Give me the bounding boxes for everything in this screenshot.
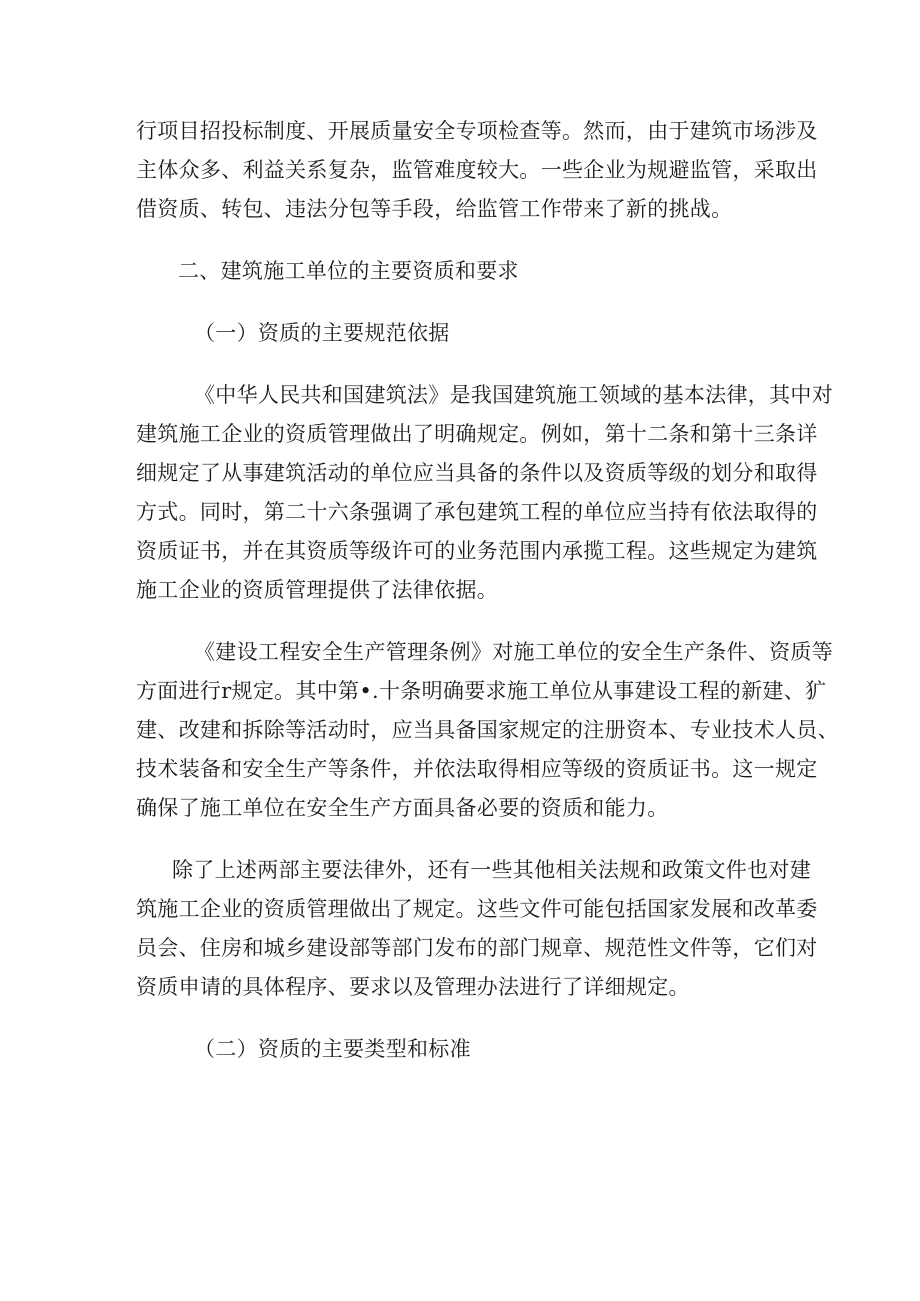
text-line: 《中华人民共和国建筑法》是我国建筑施工领域的基本法律，其中对	[194, 383, 833, 407]
text-line: 方面进行r规定。其中第•.十条明确要求施工单位从事建设工程的新建、犷	[136, 679, 827, 703]
heading-text: （二）资质的主要类型和标准	[194, 1037, 471, 1061]
paragraph-continuation	[136, 112, 818, 229]
heading-text: （一）资质的主要规范依据	[194, 321, 450, 345]
text-line: 建、改建和拆除等活动时，应当具备国家规定的注册资本、专业技术人员、	[136, 718, 839, 742]
paragraph-safety-regulation	[136, 633, 839, 828]
heading-text: 二、建筑施工单位的主要资质和要求	[178, 259, 519, 283]
paragraph-other-regulations	[136, 851, 818, 1007]
document-body	[136, 112, 839, 1069]
section-heading	[136, 252, 792, 291]
text-line: 施工企业的资质管理提供了法律依据。	[136, 578, 499, 602]
text-line: 资质证书，并在其资质等级许可的业务范围内承揽工程。这些规定为建筑	[136, 539, 818, 563]
text-line: 员会、住房和城乡建设部等部门发布的部门规章、规范性文件等，它们对	[136, 936, 818, 960]
text-line: 资质申请的具体程序、要求以及管理办法进行了详细规定。	[136, 975, 690, 999]
subsection-heading	[136, 1030, 792, 1069]
text-line: 除了上述两部主要法律外，还有一些其他相关法规和政策文件也对建	[172, 858, 811, 882]
text-line: 细规定了从事建筑活动的单位应当具备的条件以及资质等级的划分和取得	[136, 461, 818, 485]
text-line: 建筑施工企业的资质管理做出了明确规定。例如，第十二条和第十三条详	[136, 422, 818, 446]
text-line: 行项目招投标制度、开展质量安全专项检查等。然而，由于建筑市场涉及	[136, 119, 818, 143]
text-line: 方式。同时，第二十六条强调了承包建筑工程的单位应当持有依法取得的	[136, 500, 818, 524]
text-line: 技术装备和安全生产等条件，并依法取得相应等级的资质证书。这一规定	[136, 757, 818, 781]
text-line: 主体众多、利益关系复杂，监管难度较大。一些企业为规避监管，采取出	[136, 158, 818, 182]
paragraph-construction-law	[136, 376, 833, 610]
text-line: 《建设工程安全生产管理条例》对施工单位的安全生产条件、资质等	[194, 640, 833, 664]
text-line: 筑施工企业的资质管理做出了规定。这些文件可能包括国家发展和改革委	[136, 897, 818, 921]
subsection-heading	[136, 314, 792, 353]
text-line: 借资质、转包、违法分包等手段，给监管工作带来了新的挑战。	[136, 197, 733, 221]
text-line: 确保了施工单位在安全生产方面具备必要的资质和能力。	[136, 796, 669, 820]
